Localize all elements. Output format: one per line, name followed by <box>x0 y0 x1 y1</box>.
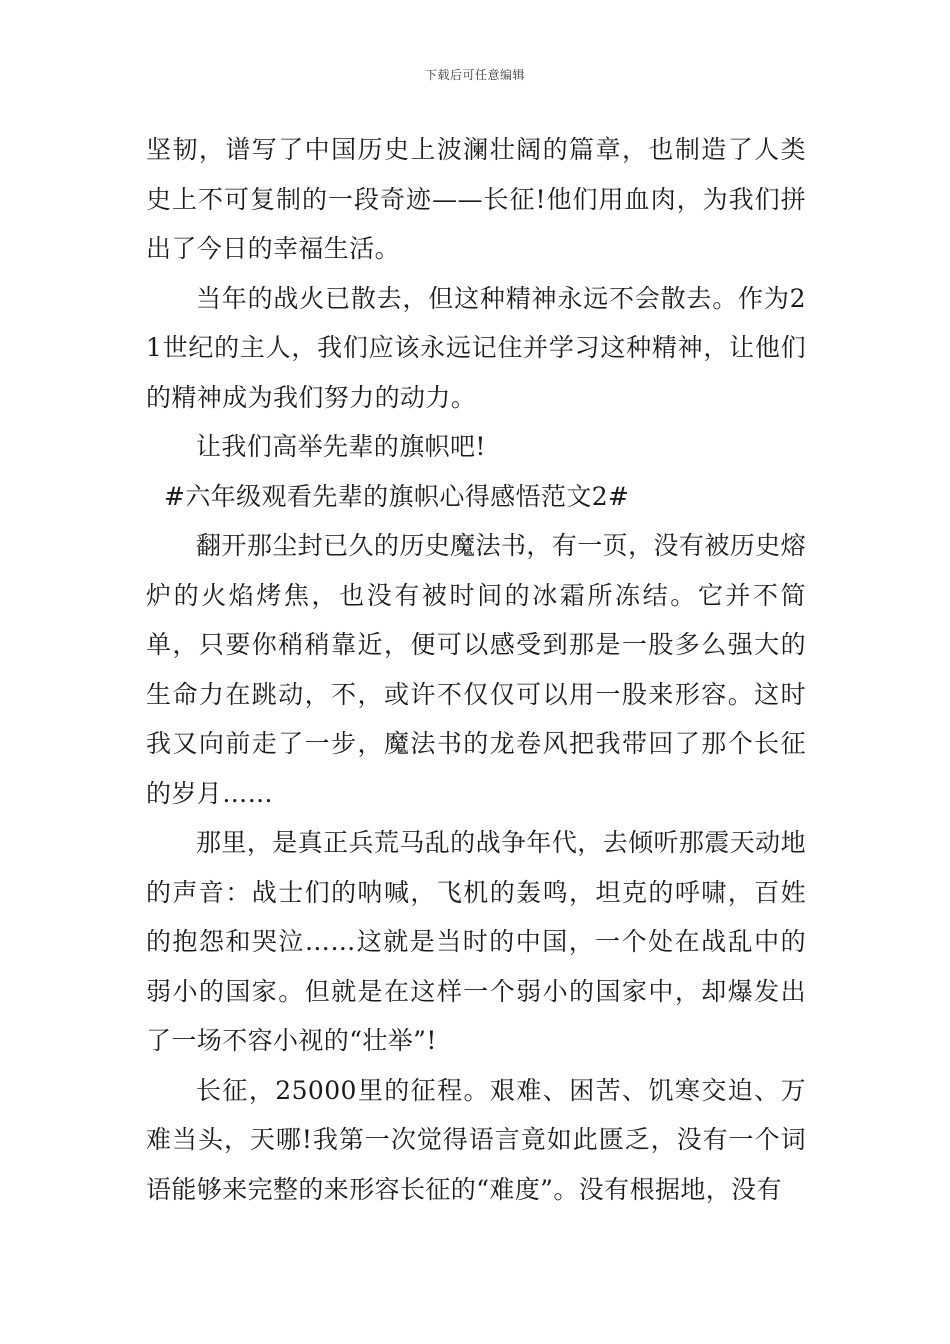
document-body <box>146 125 806 1214</box>
page-header: 下载后可任意编辑 <box>424 68 525 82</box>
paragraph-6: 那里，是真正兵荒马乱的战争年代，去倾听那震天动地的声音：战士们的呐喊，飞机的轰鸣，坦克的呼啸，百姓的抱怨和哭泣……这就是当时的中国，一个处在战乱中的弱小的国家。但就是在这样一个弱小的国家中，却爆发出了一场不容小视的“壮举”! <box>146 828 806 1055</box>
section-heading: #六年级观看先辈的旗帜心得感悟范文2# <box>164 481 630 511</box>
paragraph-2: 当年的战火已散去，但这种精神永远不会散去。作为21世纪的主人，我们应该永远记住并学习这种精神，让他们的精神成为我们努力的动力。 <box>146 283 806 412</box>
paragraph-5: 翻开那尘封已久的历史魔法书，有一页，没有被历史熔炉的火焰烤焦，也没有被时间的冰霜所冻结。它并不简单，只要你稍稍靠近，便可以感受到那是一股多么强大的生命力在跳动，不，或许不仅仅可以用一股来形容。这时我又向前走了一步，魔法书的龙卷风把我带回了那个长征的岁月…… <box>146 531 806 808</box>
paragraph-1: 坚韧，谱写了中国历史上波澜壮阔的篇章，也制造了人类史上不可复制的一段奇迹——长征!他们用血肉，为我们拼出了今日的幸福生活。 <box>146 135 806 263</box>
paragraph-3: 让我们高举先辈的旗帜吧! <box>196 432 486 461</box>
paragraph-7: 长征，25000里的征程。艰难、困苦、饥寒交迫、万难当头，天哪!我第一次觉得语言竟如此匮乏，没有一个词语能够来完整的来形容长征的“难度”。没有根据地，没有 <box>146 1075 806 1204</box>
